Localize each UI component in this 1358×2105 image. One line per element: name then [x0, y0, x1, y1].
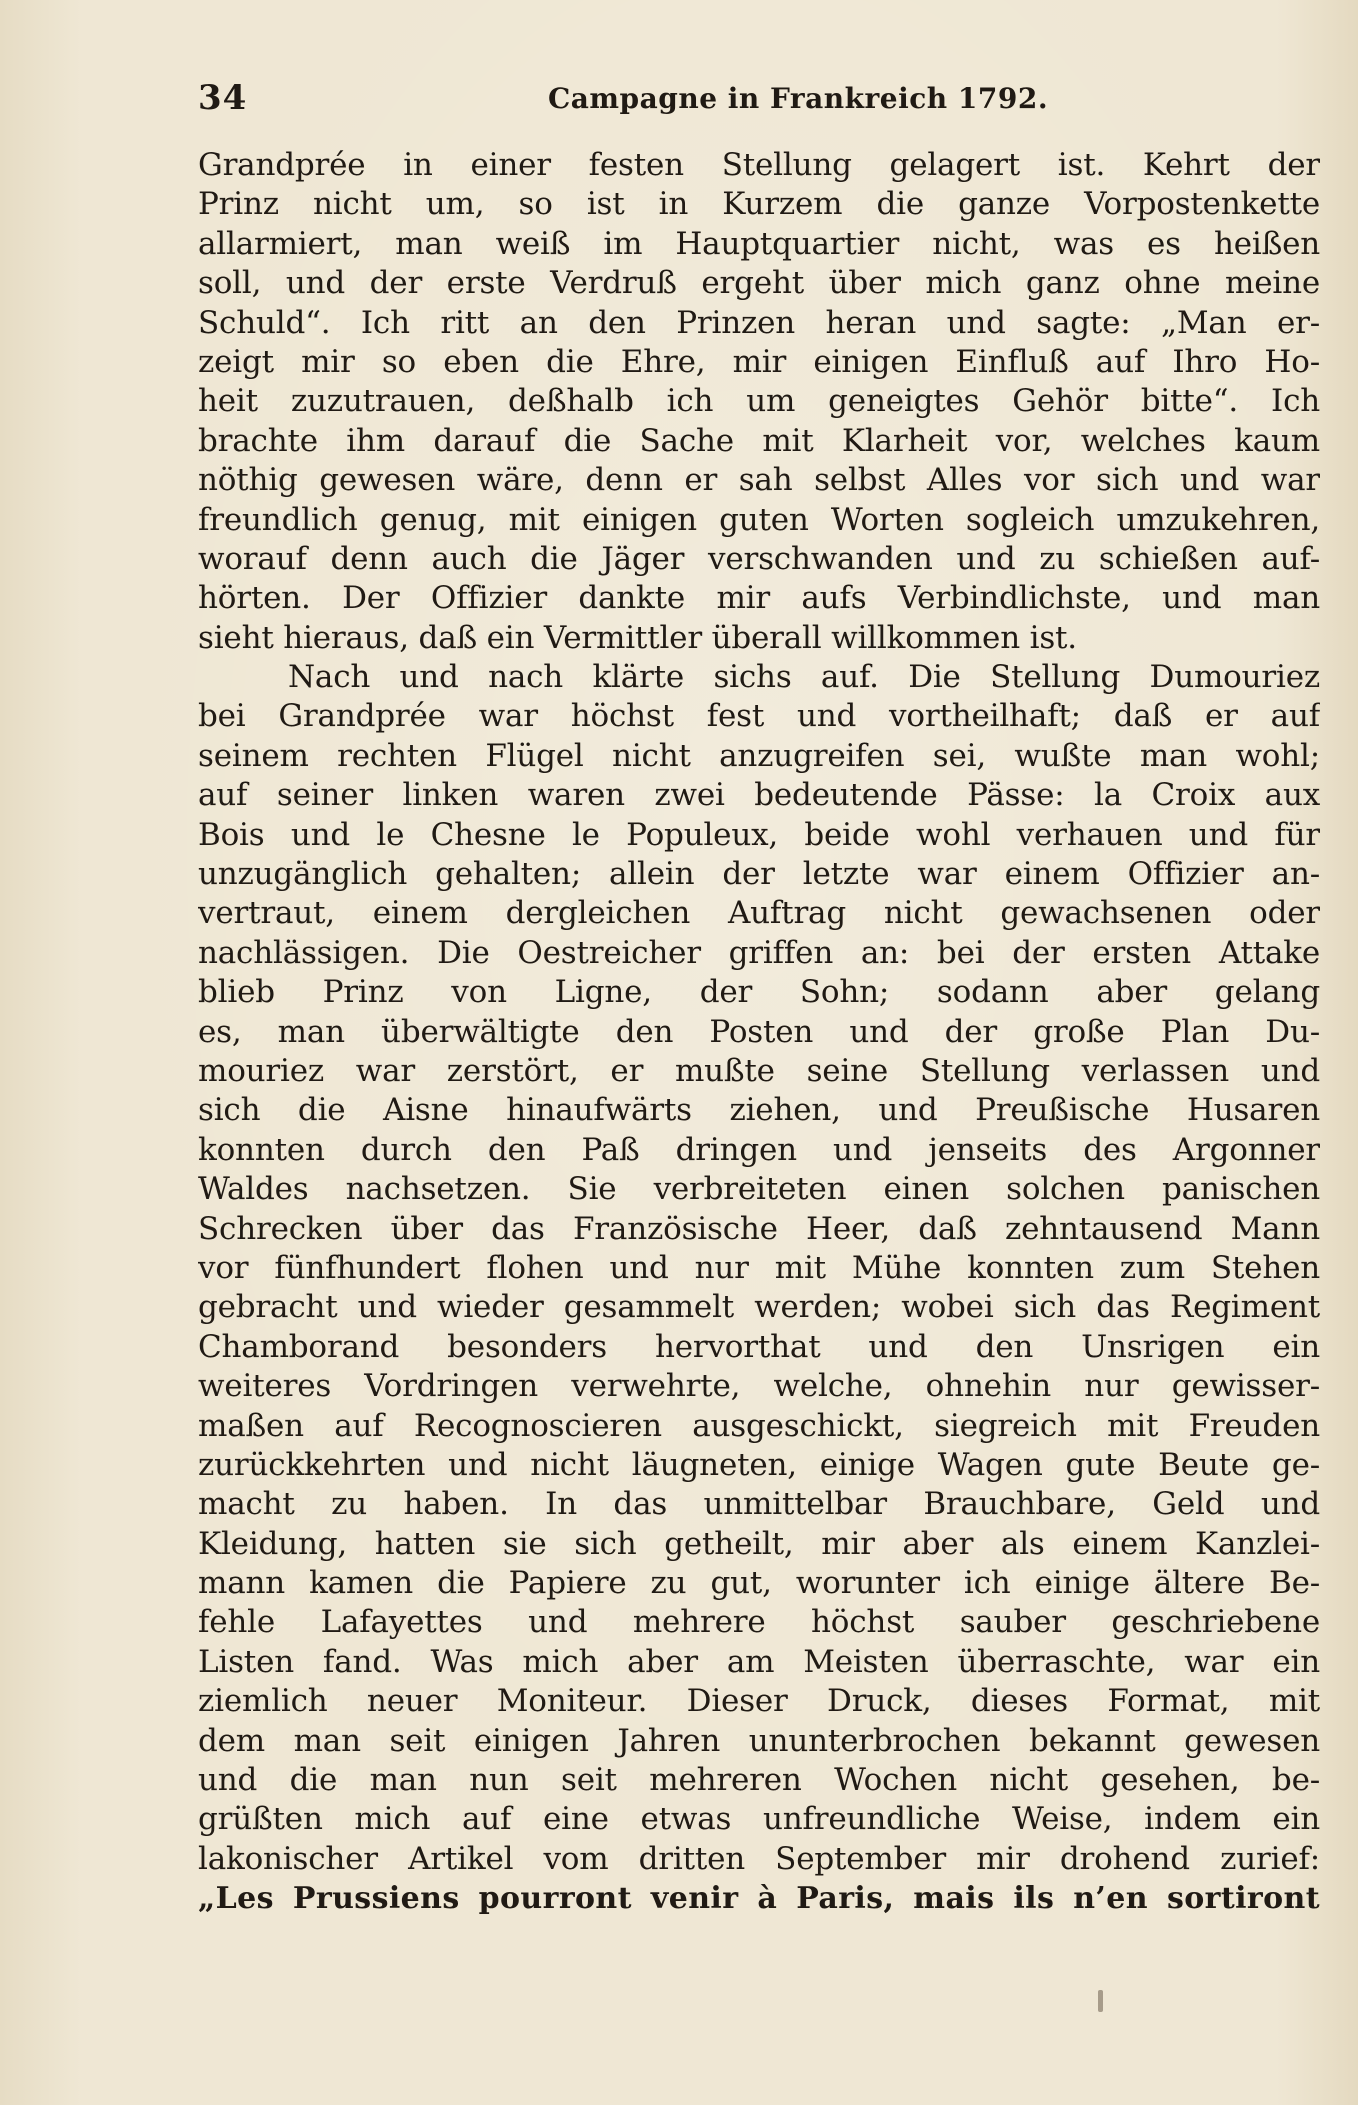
text-line: mouriez war zerstört, er mußte seine Stellung verlassen und — [198, 1052, 1320, 1089]
paragraph-start-line: Nach und nach klärte sichs auf. Die Stellung Dumouriez — [288, 659, 1320, 696]
text-line: Chamborand besonders hervorthat und den Unsrigen ein — [198, 1328, 1320, 1365]
text-line: unzugänglich gehalten; allein der letzte war einem Offizier an- — [198, 856, 1320, 893]
text-line: hörten. Der Offizier dankte mir aufs Verbindlichste, und man — [198, 580, 1320, 617]
text-line: brachte ihm darauf die Sache mit Klarheit vor, welches kaum — [198, 422, 1320, 459]
text-line: bei Grandprée war höchst fest und vortheilhaft; daß er auf — [198, 698, 1320, 735]
text-line: mann kamen die Papiere zu gut, worunter ich einige ältere Be- — [198, 1565, 1320, 1602]
text-line: sieht hieraus, daß ein Vermittler überall willkommen ist. — [198, 619, 1077, 656]
text-line: soll, und der erste Verdruß ergeht über mich ganz ohne meine — [198, 265, 1320, 302]
text-line: worauf denn auch die Jäger verschwanden und zu schießen auf- — [198, 540, 1320, 577]
page-number: 34 — [198, 78, 248, 118]
text-line: vor fünfhundert flohen und nur mit Mühe konnten zum Stehen — [198, 1249, 1320, 1286]
text-line: gebracht und wieder gesammelt werden; wobei sich das Regiment — [198, 1289, 1320, 1326]
body-text — [198, 146, 1320, 1919]
running-head — [198, 78, 1318, 120]
text-line: nachlässigen. Die Oestreicher griffen an: bei der ersten Attake — [198, 934, 1320, 971]
text-line: Kleidung, hatten sie sich getheilt, mir aber als einem Kanzlei- — [198, 1525, 1320, 1562]
text-line: konnten durch den Paß dringen und jenseits des Argonner — [198, 1131, 1320, 1168]
text-line: auf seiner linken waren zwei bedeutende Pässe: la Croix aux — [198, 777, 1320, 814]
text-line: weiteres Vordringen verwehrte, welche, ohnehin nur gewisser- — [198, 1368, 1320, 1405]
quote-line: „Les Prussiens pourront venir à Paris, mais ils n’en sortiront — [198, 1881, 1320, 1917]
text-line: Grandprée in einer festen Stellung gelagert ist. Kehrt der — [198, 147, 1320, 183]
text-line: maßen auf Recognoscieren ausgeschickt, siegreich mit Freuden — [198, 1407, 1320, 1444]
text-line: dem man seit einigen Jahren ununterbrochen bekannt gewesen — [198, 1722, 1320, 1759]
text-line: nöthig gewesen wäre, denn er sah selbst Alles vor sich und war — [198, 462, 1320, 499]
text-line: und die man nun seit mehreren Wochen nicht gesehen, be- — [198, 1762, 1320, 1799]
text-line: es, man überwältigte den Posten und der große Plan Du- — [198, 1013, 1320, 1050]
text-line: seinem rechten Flügel nicht anzugreifen sei, wußte man wohl; — [198, 737, 1320, 774]
text-line: Schrecken über das Französische Heer, daß zehntausend Mann — [198, 1210, 1320, 1247]
text-line: Prinz nicht um, so ist in Kurzem die ganze Vorpostenkette — [198, 186, 1320, 223]
text-line: allarmiert, man weiß im Hauptquartier nicht, was es heißen — [198, 225, 1320, 262]
text-line: vertraut, einem dergleichen Auftrag nicht gewachsenen oder — [198, 895, 1320, 932]
text-line: Schuld“. Ich ritt an den Prinzen heran und sagte: „Man er- — [198, 304, 1320, 341]
text-line: sich die Aisne hinaufwärts ziehen, und Preußische Husaren — [198, 1092, 1320, 1129]
running-title: Campagne in Frankreich 1792. — [548, 82, 1049, 115]
paper-speck — [1098, 1990, 1103, 2012]
text-line: Listen fand. Was mich aber am Meisten überraschte, war ein — [198, 1643, 1320, 1680]
text-line: fehle Lafayettes und mehrere höchst sauber geschriebene — [198, 1604, 1320, 1641]
text-line: lakonischer Artikel vom dritten September mir drohend zurief: — [198, 1840, 1320, 1877]
text-line: zurückkehrten und nicht läugneten, einige Wagen gute Beute ge- — [198, 1446, 1320, 1483]
text-line: heit zuzutrauen, deßhalb ich um geneigtes Gehör bitte“. Ich — [198, 383, 1320, 420]
text-line: ziemlich neuer Moniteur. Dieser Druck, dieses Format, mit — [198, 1683, 1320, 1720]
text-line: grüßten mich auf eine etwas unfreundliche Weise, indem ein — [198, 1801, 1320, 1838]
text-line: Waldes nachsetzen. Sie verbreiteten einen solchen panischen — [198, 1171, 1320, 1208]
text-line: macht zu haben. In das unmittelbar Brauchbare, Geld und — [198, 1486, 1320, 1523]
text-line: zeigt mir so eben die Ehre, mir einigen Einfluß auf Ihro Ho- — [198, 343, 1320, 380]
text-line: Bois und le Chesne le Populeux, beide wohl verhauen und für — [198, 816, 1320, 853]
text-line: blieb Prinz von Ligne, der Sohn; sodann aber gelang — [198, 974, 1320, 1011]
text-line: freundlich genug, mit einigen guten Worten sogleich umzukehren, — [198, 501, 1320, 538]
